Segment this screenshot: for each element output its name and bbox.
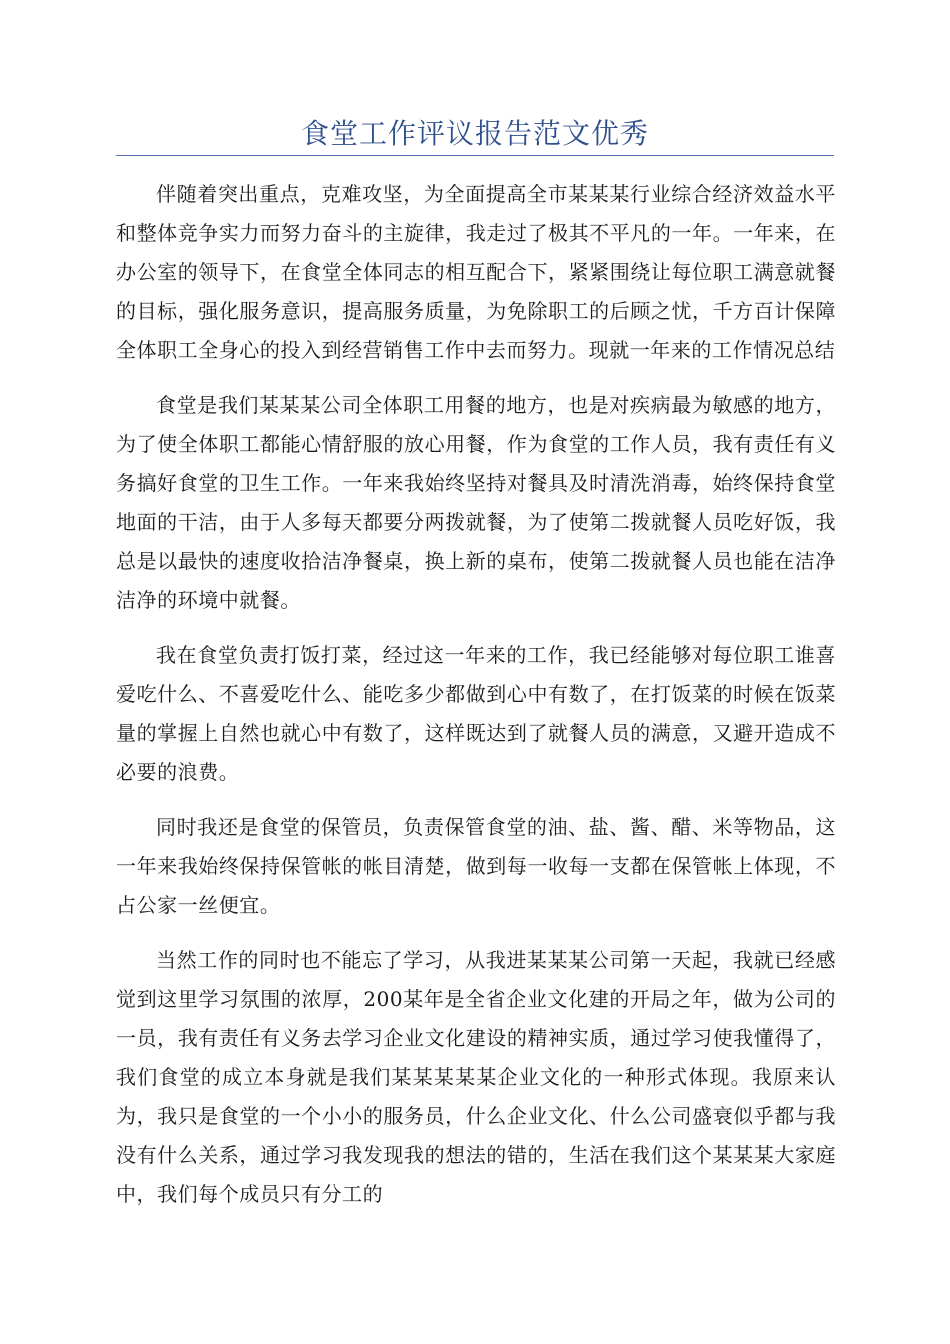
paragraph-3: 我在食堂负责打饭打菜，经过这一年来的工作，我已经能够对每位职工谁喜爱吃什么、不喜爱吃什么、能吃多少都做到心中有数了，在打饭菜的时候在饭菜量的掌握上自然也就心中有数了，这样既达到了就餐人员的满意，又避开造成不必要的浪费。: [116, 643, 836, 784]
paragraph-2: 食堂是我们某某某公司全体职工用餐的地方，也是对疾病最为敏感的地方，为了使全体职工都能心情舒服的放心用餐，作为食堂的工作人员，我有责任有义务搞好食堂的卫生工作。一年来我始终坚持对餐具及时清洗消毒，始终保持食堂地面的干洁，由于人多每天都要分两拨就餐，为了使第二拨就餐人员吃好饭，我总是以最快的速度收拾洁净餐桌，换上新的桌布，使第二拨就餐人员也能在洁净洁净的环境中就餐。: [116, 393, 836, 612]
document-body: [116, 175, 836, 1230]
title-underline: [116, 155, 834, 156]
document-title: 食堂工作评议报告范文优秀: [300, 117, 649, 150]
paragraph-5: 当然工作的同时也不能忘了学习，从我进某某某公司第一天起，我就已经感觉到这里学习氛围的浓厚，200某年是全省企业文化建的开局之年，做为公司的一员，我有责任有义务去学习企业文化建设的精神实质，通过学习使我懂得了，我们食堂的成立本身就是我们某某某某某企业文化的一种形式体现。我原来认为，我只是食堂的一个小小的服务员，什么企业文化、什么公司盛衰似乎都与我没有什么关系，通过学习我发现我的想法的错的，生活在我们这个某某某大家庭中，我们每个成员只有分工的: [116, 948, 836, 1206]
paragraph-4: 同时我还是食堂的保管员，负责保管食堂的油、盐、酱、醋、米等物品，这一年来我始终保持保管帐的帐目清楚，做到每一收每一支都在保管帐上体现，不占公家一丝便宜。: [116, 815, 836, 917]
paragraph-1: 伴随着突出重点，克难攻坚，为全面提高全市某某某行业综合经济效益水平和整体竞争实力而努力奋斗的主旋律，我走过了极其不平凡的一年。一年来，在办公室的领导下，在食堂全体同志的相互配合下，紧紧围绕让每位职工满意就餐的目标，强化服务意识，提高服务质量，为免除职工的后顾之忧，千方百计保障全体职工全身心的投入到经营销售工作中去而努力。现就一年来的工作情况总结: [116, 182, 836, 362]
